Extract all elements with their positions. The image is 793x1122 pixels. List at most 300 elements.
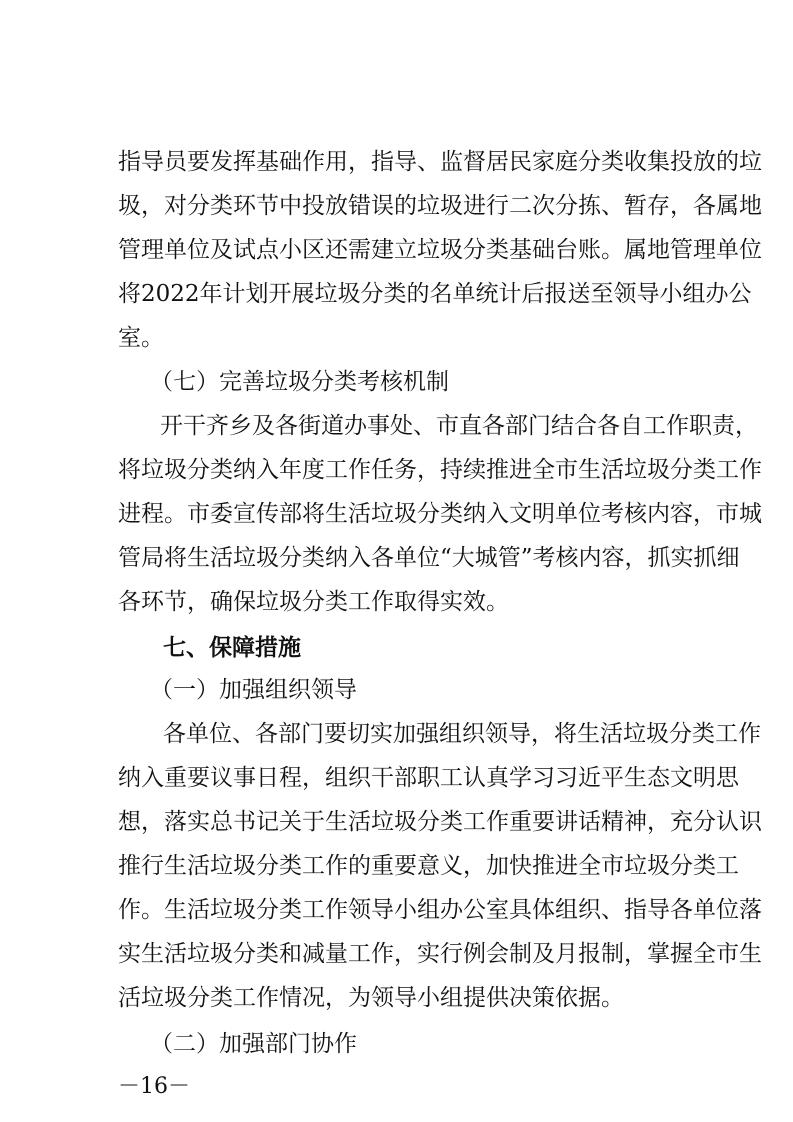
glyph: 中 — [279, 193, 302, 219]
paragraph-line — [0, 450, 793, 490]
glyph: 类 — [440, 501, 463, 527]
glyph: 庭 — [555, 149, 578, 175]
glyph: 织 — [348, 765, 371, 791]
glyph: 续 — [463, 457, 486, 483]
glyph: 的 — [348, 853, 371, 879]
glyph: 分 — [256, 853, 279, 879]
glyph: 将 — [164, 545, 187, 571]
glyph: 员 — [164, 149, 187, 175]
glyph: 想 — [118, 809, 141, 835]
glyph: 落 — [739, 897, 762, 923]
glyph: 至 — [590, 281, 614, 307]
glyph: 思 — [716, 765, 739, 791]
glyph: 圾 — [394, 809, 417, 835]
glyph: 各 — [670, 897, 693, 923]
glyph: 管 — [670, 237, 693, 263]
glyph: 理 — [693, 237, 716, 263]
glyph: ， — [670, 193, 693, 219]
glyph: 文 — [509, 501, 532, 527]
glyph: 记 — [256, 809, 279, 835]
glyph: 委 — [210, 501, 233, 527]
glyph: 入 — [256, 457, 279, 483]
glyph: 齐 — [206, 413, 229, 439]
glyph: 督 — [463, 149, 486, 175]
glyph: 程 — [279, 765, 302, 791]
glyph: ， — [624, 545, 648, 571]
glyph: 位 — [417, 545, 440, 571]
glyph: 分 — [187, 193, 210, 219]
glyph: 指 — [118, 149, 141, 175]
glyph: 进 — [555, 853, 578, 879]
glyph: 试 — [233, 237, 256, 263]
glyph: 抓 — [693, 545, 717, 571]
section-heading-7: （七）完善垃圾分类考核机制 — [150, 369, 449, 395]
glyph: 圾 — [233, 853, 256, 879]
glyph: 导 — [371, 897, 394, 923]
glyph: 垃 — [623, 721, 646, 747]
glyph: 工 — [716, 457, 739, 483]
paragraph-line — [0, 758, 793, 798]
glyph: 基 — [509, 237, 532, 263]
glyph: 内 — [578, 545, 602, 571]
glyph: 垃 — [371, 501, 394, 527]
glyph: 类 — [693, 853, 716, 879]
glyph: 、 — [232, 721, 255, 747]
glyph: 识 — [739, 809, 762, 835]
glyph: 类 — [693, 457, 716, 483]
glyph: 分 — [360, 281, 384, 307]
paragraph-line — [0, 274, 793, 314]
glyph: 报 — [544, 281, 568, 307]
glyph: 事 — [233, 765, 256, 791]
glyph: 还 — [325, 237, 348, 263]
glyph: 管 — [118, 237, 141, 263]
glyph: 内 — [647, 501, 670, 527]
glyph: 作 — [325, 897, 348, 923]
glyph: 发 — [210, 149, 233, 175]
glyph: 制 — [509, 941, 532, 967]
glyph: ， — [463, 853, 486, 879]
glyph: 城 — [474, 545, 498, 571]
glyph: 导 — [636, 281, 660, 307]
glyph: 纳 — [325, 545, 348, 571]
glyph: 乡 — [229, 413, 252, 439]
glyph: 精 — [601, 809, 624, 835]
glyph: 圾 — [210, 941, 233, 967]
glyph: 工 — [348, 941, 371, 967]
glyph: ” — [520, 545, 533, 571]
glyph: 投 — [670, 149, 693, 175]
glyph: 垃 — [417, 237, 440, 263]
glyph: 单 — [452, 281, 476, 307]
glyph: 考 — [532, 545, 556, 571]
glyph: 局 — [141, 545, 164, 571]
glyph: 圾 — [118, 193, 141, 219]
glyph: 强 — [416, 721, 439, 747]
glyph: “ — [440, 545, 452, 571]
glyph: 工 — [325, 457, 348, 483]
glyph: 暂 — [624, 193, 647, 219]
glyph: 家 — [532, 149, 555, 175]
glyph: ， — [141, 193, 164, 219]
glyph: 垃 — [141, 457, 164, 483]
glyph: 全 — [693, 941, 716, 967]
glyph: 二 — [509, 193, 532, 219]
glyph: 合 — [574, 413, 597, 439]
glyph: 制 — [601, 941, 624, 967]
glyph: 类 — [256, 941, 279, 967]
glyph: 类 — [279, 897, 302, 923]
glyph: 导 — [647, 897, 670, 923]
glyph: 习 — [532, 765, 555, 791]
glyph: 各 — [693, 193, 716, 219]
glyph: 指 — [371, 149, 394, 175]
glyph: 要 — [187, 765, 210, 791]
glyph: 例 — [463, 941, 486, 967]
glyph: 分 — [417, 809, 440, 835]
glyph: 推 — [532, 853, 555, 879]
glyph: 生 — [624, 765, 647, 791]
glyph: 各 — [482, 413, 505, 439]
glyph: 组 — [417, 897, 440, 923]
glyph: 生 — [739, 941, 762, 967]
glyph: 入 — [348, 545, 371, 571]
glyph: 圾 — [440, 237, 463, 263]
glyph: 要 — [324, 721, 347, 747]
glyph: 圾 — [256, 545, 279, 571]
glyph: 分 — [187, 457, 210, 483]
glyph: 小 — [279, 237, 302, 263]
glyph: 划 — [245, 281, 269, 307]
glyph: 书 — [233, 809, 256, 835]
glyph: 垃 — [210, 853, 233, 879]
glyph: 抓 — [647, 545, 671, 571]
glyph: 工 — [440, 765, 463, 791]
glyph: 各 — [163, 721, 186, 747]
glyph: 单 — [555, 501, 578, 527]
glyph: 类 — [210, 193, 233, 219]
glyph: 进 — [118, 501, 141, 527]
glyph: 理 — [141, 237, 164, 263]
glyph: 市 — [436, 413, 459, 439]
glyph: 垃 — [624, 457, 647, 483]
glyph: 后 — [521, 281, 545, 307]
glyph: 账 — [578, 237, 601, 263]
glyph: 大 — [451, 545, 475, 571]
glyph: 领 — [485, 721, 508, 747]
glyph: 部 — [279, 501, 302, 527]
paragraph-line — [0, 406, 793, 446]
glyph: 平 — [601, 765, 624, 791]
glyph: 认 — [716, 809, 739, 835]
glyph: 分 — [693, 809, 716, 835]
paragraph-line — [0, 186, 793, 226]
glyph: 作 — [118, 897, 141, 923]
glyph: 行 — [486, 193, 509, 219]
glyph: 实 — [118, 941, 141, 967]
glyph: 近 — [578, 765, 601, 791]
glyph: 义 — [440, 853, 463, 879]
glyph: 全 — [532, 457, 555, 483]
glyph: 计 — [498, 281, 522, 307]
glyph: 实 — [370, 721, 393, 747]
glyph: 意 — [417, 853, 440, 879]
glyph: 行 — [440, 941, 463, 967]
glyph: 名 — [429, 281, 453, 307]
glyph: 分 — [256, 897, 279, 923]
glyph: 进 — [509, 457, 532, 483]
glyph: 市 — [555, 457, 578, 483]
glyph: 工 — [715, 721, 738, 747]
glyph: 单 — [693, 897, 716, 923]
glyph: 实 — [187, 809, 210, 835]
glyph: 垃 — [417, 193, 440, 219]
glyph: 核 — [555, 545, 579, 571]
glyph: 垃 — [739, 149, 762, 175]
glyph: 明 — [693, 765, 716, 791]
glyph: 作 — [738, 721, 761, 747]
glyph: 度 — [302, 457, 325, 483]
glyph: 握 — [670, 941, 693, 967]
glyph: 室 — [486, 897, 509, 923]
glyph: 类 — [383, 281, 407, 307]
glyph: 活 — [187, 897, 210, 923]
glyph: 类 — [302, 545, 325, 571]
glyph: 工 — [643, 413, 666, 439]
section-heading-2: （二）加强部门协作 — [150, 1031, 357, 1057]
glyph: 会 — [486, 941, 509, 967]
glyph: 及 — [252, 413, 275, 439]
paragraph-line — [0, 142, 793, 182]
glyph: 部 — [505, 413, 528, 439]
glyph: 础 — [279, 149, 302, 175]
glyph: 街 — [298, 413, 321, 439]
glyph: 存 — [647, 193, 670, 219]
glyph: 作 — [666, 413, 689, 439]
glyph: 活 — [348, 809, 371, 835]
glyph: 次 — [532, 193, 555, 219]
glyph: 工 — [716, 853, 739, 879]
glyph: ， — [624, 941, 647, 967]
glyph: ， — [647, 809, 670, 835]
glyph: 市 — [187, 501, 210, 527]
glyph: 居 — [486, 149, 509, 175]
glyph: 议 — [210, 765, 233, 791]
glyph: 干 — [183, 413, 206, 439]
glyph: 生 — [578, 457, 601, 483]
glyph: 将 — [118, 281, 141, 307]
glyph: 生 — [187, 545, 210, 571]
glyph: 领 — [348, 897, 371, 923]
glyph: 纳 — [118, 765, 141, 791]
glyph: 神 — [624, 809, 647, 835]
glyph: 位 — [578, 501, 601, 527]
glyph: 推 — [486, 457, 509, 483]
glyph: 办 — [705, 281, 729, 307]
glyph: 垃 — [371, 809, 394, 835]
glyph: 结 — [551, 413, 574, 439]
glyph: ， — [394, 941, 417, 967]
glyph: 作 — [739, 457, 762, 483]
glyph: 各 — [597, 413, 620, 439]
glyph: 实 — [670, 545, 694, 571]
glyph: ， — [302, 765, 325, 791]
glyph: ， — [348, 149, 371, 175]
glyph: 具 — [509, 897, 532, 923]
glyph: 重 — [509, 809, 532, 835]
glyph: 分 — [555, 193, 578, 219]
glyph: 垃 — [210, 897, 233, 923]
glyph: 生 — [164, 853, 187, 879]
glyph: 环 — [233, 193, 256, 219]
glyph: 开 — [160, 413, 183, 439]
glyph: 垃 — [187, 941, 210, 967]
glyph: 纳 — [233, 457, 256, 483]
paragraph-line — [0, 494, 793, 534]
paragraph-line — [0, 890, 793, 930]
glyph: 入 — [486, 501, 509, 527]
glyph: 部 — [278, 721, 301, 747]
glyph: 单 — [186, 721, 209, 747]
glyph: 放 — [693, 149, 716, 175]
glyph: 道 — [321, 413, 344, 439]
glyph: 类 — [601, 149, 624, 175]
glyph: 公 — [728, 281, 752, 307]
glyph: 类 — [210, 457, 233, 483]
glyph: 类 — [692, 721, 715, 747]
glyph: 用 — [325, 149, 348, 175]
glyph: 直 — [459, 413, 482, 439]
glyph: 对 — [164, 193, 187, 219]
glyph: 自 — [620, 413, 643, 439]
glyph: 充 — [670, 809, 693, 835]
glyph: 各 — [371, 545, 394, 571]
paragraph-line: 活垃圾分类工作情况，为领导小组提供决策依据。 — [118, 985, 624, 1011]
glyph: 组 — [555, 897, 578, 923]
glyph: 处 — [390, 413, 413, 439]
glyph: 传 — [256, 501, 279, 527]
glyph: 导 — [141, 149, 164, 175]
glyph: 月 — [555, 941, 578, 967]
glyph: 。 — [164, 501, 187, 527]
glyph: 行 — [141, 853, 164, 879]
glyph: 、 — [601, 897, 624, 923]
glyph: 位 — [716, 897, 739, 923]
glyph: 作 — [371, 941, 394, 967]
glyph: 2022 — [141, 281, 200, 307]
glyph: 细 — [716, 545, 740, 571]
glyph: 送 — [567, 281, 591, 307]
glyph: 位 — [209, 721, 232, 747]
glyph: 习 — [555, 765, 578, 791]
glyph: 认 — [463, 765, 486, 791]
glyph: 将 — [302, 501, 325, 527]
glyph: 态 — [647, 765, 670, 791]
glyph: 圾 — [647, 457, 670, 483]
glyph: 任 — [371, 457, 394, 483]
glyph: 作 — [302, 149, 325, 175]
glyph: 市 — [716, 941, 739, 967]
glyph: 织 — [578, 897, 601, 923]
glyph: 生 — [164, 897, 187, 923]
glyph: 将 — [554, 721, 577, 747]
glyph: 宣 — [233, 501, 256, 527]
glyph: 和 — [279, 941, 302, 967]
glyph: 活 — [210, 545, 233, 571]
glyph: 年 — [199, 281, 223, 307]
glyph: 民 — [509, 149, 532, 175]
glyph: 门 — [528, 413, 551, 439]
glyph: 快 — [509, 853, 532, 879]
glyph: 立 — [394, 237, 417, 263]
glyph: 推 — [118, 853, 141, 879]
glyph: 入 — [141, 765, 164, 791]
glyph: 投 — [302, 193, 325, 219]
glyph: 于 — [302, 809, 325, 835]
glyph: 办 — [440, 897, 463, 923]
glyph: 减 — [302, 941, 325, 967]
glyph: 重 — [371, 853, 394, 879]
glyph: 年 — [279, 457, 302, 483]
glyph: 分 — [463, 237, 486, 263]
glyph: 属 — [716, 193, 739, 219]
glyph: 各 — [255, 721, 278, 747]
glyph: 组 — [439, 721, 462, 747]
glyph: 、 — [413, 413, 436, 439]
glyph: 作 — [348, 457, 371, 483]
glyph: 错 — [348, 193, 371, 219]
glyph: 圾 — [647, 853, 670, 879]
glyph: 生 — [325, 809, 348, 835]
glyph: 开 — [268, 281, 292, 307]
glyph: 需 — [348, 237, 371, 263]
glyph: 展 — [291, 281, 315, 307]
glyph: 圾 — [164, 457, 187, 483]
glyph: 小 — [394, 897, 417, 923]
glyph: 进 — [463, 193, 486, 219]
glyph: 活 — [601, 457, 624, 483]
glyph: 领 — [613, 281, 637, 307]
glyph: 活 — [164, 941, 187, 967]
glyph: 圾 — [646, 721, 669, 747]
glyph: 区 — [302, 237, 325, 263]
glyph: 容 — [670, 501, 693, 527]
glyph: 落 — [164, 809, 187, 835]
glyph: 点 — [256, 237, 279, 263]
glyph: 职 — [689, 413, 712, 439]
glyph: 地 — [739, 193, 762, 219]
glyph: 城 — [739, 501, 762, 527]
glyph: 各 — [275, 413, 298, 439]
glyph: 垃 — [624, 853, 647, 879]
glyph: 圾 — [440, 193, 463, 219]
glyph: 分 — [417, 501, 440, 527]
glyph: 分 — [669, 721, 692, 747]
glyph: 属 — [624, 237, 647, 263]
glyph: 分 — [670, 457, 693, 483]
glyph: 要 — [187, 149, 210, 175]
paragraph-line — [0, 802, 793, 842]
glyph: 加 — [486, 853, 509, 879]
glyph: 作 — [486, 809, 509, 835]
glyph: 、 — [417, 149, 440, 175]
glyph: 统 — [475, 281, 499, 307]
glyph: 收 — [624, 149, 647, 175]
glyph: 指 — [624, 897, 647, 923]
glyph: 考 — [601, 501, 624, 527]
glyph: 础 — [532, 237, 555, 263]
glyph: 组 — [682, 281, 706, 307]
